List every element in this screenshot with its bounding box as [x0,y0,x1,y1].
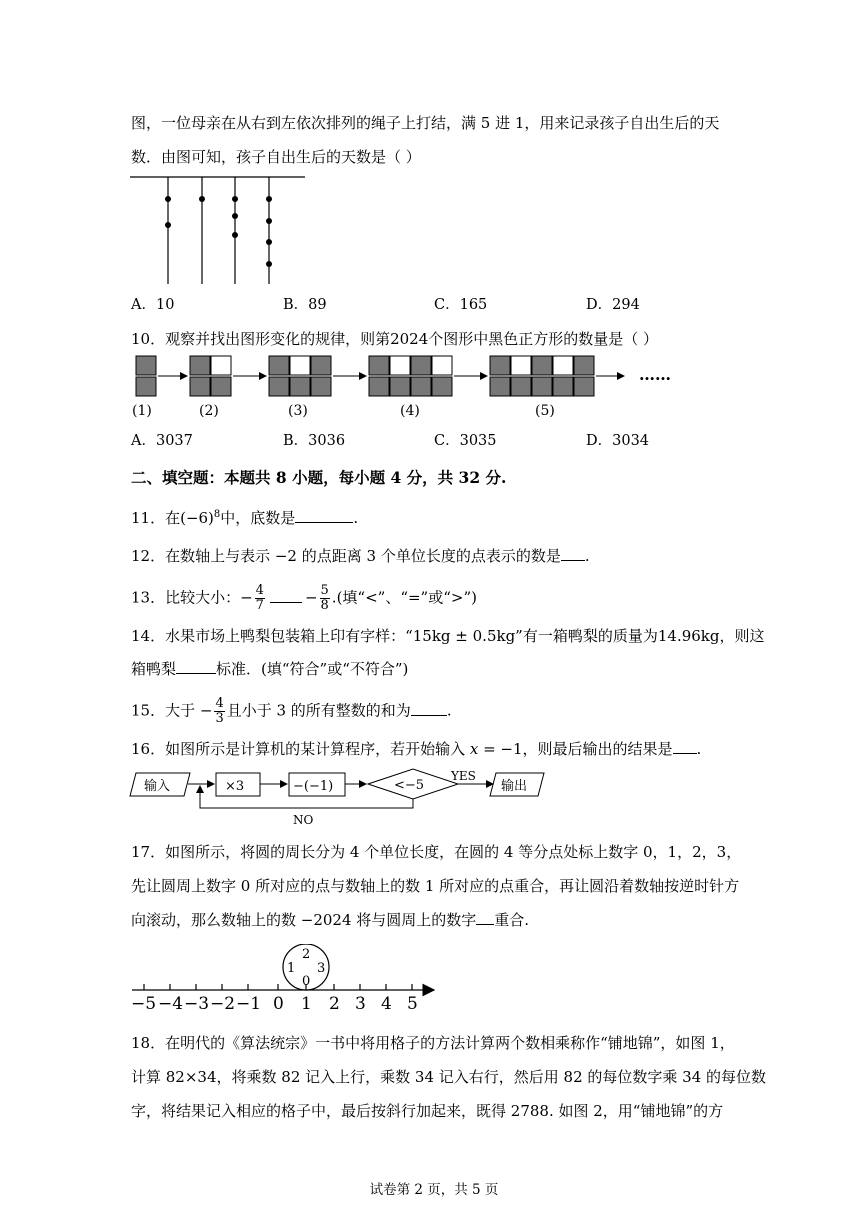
q10-label-3: (3) [288,403,308,419]
flow-input-label: 输入 [144,779,171,794]
q16-answer-blank[interactable] [673,739,697,754]
q10-option-a: A．3037 [131,433,193,449]
q12-text: 12．在数轴上与表示 −2 的点距离 3 个单位长度的点表示的数是 [131,547,561,565]
flow-no-label: NO [293,813,314,827]
q15-post: 且小于 3 的所有整数的和为 [226,701,411,720]
page-footer: 试卷第 2 页，共 5 页 [369,1182,499,1198]
q10-label-5: (5) [535,403,555,419]
tick-label: 4 [381,994,392,1014]
circle-label-top: 2 [302,947,311,962]
q14-line1: 14．水果市场上鸭梨包装箱上印有字样：“15kg ± 0.5kg”有一箱鸭梨的质量为14.96kg，则这 [131,627,765,645]
q17-line1: 17．如图所示，将圆的周长分为 4 个单位长度，在圆的 4 等分点处标上数字 0，1，2，3， [131,843,742,861]
q10-stem: 10．观察并找出图形变化的规律，则第2024个图形中黑色正方形的数量是（ ） [131,330,659,348]
flow-output-label: 输出 [501,779,528,794]
tick-label: 2 [329,994,340,1014]
tick-label: 1 [301,994,312,1014]
q10-label-4: (4) [400,403,420,419]
q16-pre: 16．如图所示是计算机的某计算程序，若开始输入 [131,740,470,758]
q12 [131,546,590,566]
q17-line3b: 重合. [494,911,530,929]
q13-post: .(填“<”、“=”或“>”) [331,588,477,607]
tick-label: 3 [355,994,366,1014]
q14-line2a: 箱鸭梨 [131,660,177,678]
q13-fraction-2: $\frac{5}{8}$ [320,583,329,613]
q15-fraction: $\frac{4}{3}$ [215,696,224,726]
q10-label-2: (2) [199,403,219,419]
q15-end: . [446,701,452,720]
q12-answer-blank[interactable] [561,546,585,561]
q11-pre: 11．在 [131,509,181,527]
q18-line2: 计算 82×34，将乘数 82 记入上行，乘数 34 记入右行，然后用 82 的每位数字乘 34 的每位数 [131,1068,767,1086]
q15-pre: 15．大于 − [131,701,213,720]
q13-fraction-1: $\frac{4}{7}$ [255,583,264,613]
flow-yes-label: YES [451,769,476,783]
q11-post: 中，底数是 [220,509,296,527]
q16-mid: = −1，则最后输出的结果是 [478,740,673,758]
q17-line3a: 向滚动，那么数轴上的数 −2024 将与圆周上的数字 [131,911,477,929]
tick-label: −5 [131,994,157,1014]
q13-mid: − [304,588,318,607]
knot-rope-figure [128,172,310,287]
tick-label: 5 [407,994,418,1014]
circle-label-left: 1 [287,961,296,976]
q13 [131,584,477,613]
q18-line1: 18．在明代的《算法统宗》一书中将用格子的方法计算两个数相乘称作“铺地锦”，如图 1， [131,1034,735,1052]
q11-answer-blank[interactable] [295,508,353,523]
q11-base: (−6) [180,509,214,527]
q14-answer-blank[interactable] [176,659,216,674]
q10-option-d: D．3034 [586,433,650,449]
q11-end: . [353,509,359,527]
q18-line3: 字，将结果记入相应的格子中，最后按斜行加起来，既得 2788. 如图 2，用“铺地锦”的方 [131,1102,724,1120]
q14-line2b: 标准．(填“符合”或“不符合”) [216,660,409,678]
q17-answer-blank[interactable] [476,910,494,925]
circle-label-bottom: 0 [302,974,311,989]
circle-label-right: 3 [317,961,326,976]
q11 [131,505,358,528]
square-pattern-figure [130,352,690,424]
q14-line2 [131,659,408,679]
q10-option-b: B．3036 [283,433,346,449]
q9-option-d: D．294 [586,297,640,313]
q9-option-c: C．165 [434,297,488,313]
q11-exponent: 8 [213,509,221,520]
tick-label: −3 [184,994,210,1014]
q10-option-c: C．3035 [434,433,497,449]
q10-label-1: (1) [132,403,152,419]
flow-condition-label: <−5 [394,778,425,793]
program-flowchart [128,766,553,830]
q16 [131,739,701,759]
section-2-heading: 二、填空题：本题共 8 小题，每小题 4 分，共 32 分. [131,468,507,487]
q13-answer-blank[interactable] [270,588,302,603]
tick-label: −4 [158,994,184,1014]
q9-line1: 图，一位母亲在从右到左依次排列的绳子上打结，满 5 进 1，用来记录孩子自出生后的天 [131,114,720,132]
q17-line3 [131,910,529,930]
q9-line2: 数．由图可知，孩子自出生后的天数是（ ） [131,148,421,166]
q9-option-b: B．89 [283,297,327,313]
flow-step2-label: −(−1) [293,779,334,794]
flow-step1-label: ×3 [225,779,245,794]
q10-ellipsis: …… [639,365,671,384]
tick-label: −2 [210,994,236,1014]
q9-option-a: A．10 [131,297,175,313]
q12-end: . [584,547,590,565]
q17-line2: 先让圆周上数字 0 所对应的点与数轴上的数 1 所对应的点重合，再让圆沿着数轴按逆时针方 [131,877,740,895]
tick-label: 0 [273,994,284,1014]
q16-end: . [696,740,702,758]
tick-label: −1 [236,994,262,1014]
q15 [131,697,452,726]
q16-variable: x [469,740,479,758]
q15-answer-blank[interactable] [411,701,447,716]
q13-pre: 13．比较大小：− [131,588,253,607]
number-line-circle-figure [128,944,444,1014]
